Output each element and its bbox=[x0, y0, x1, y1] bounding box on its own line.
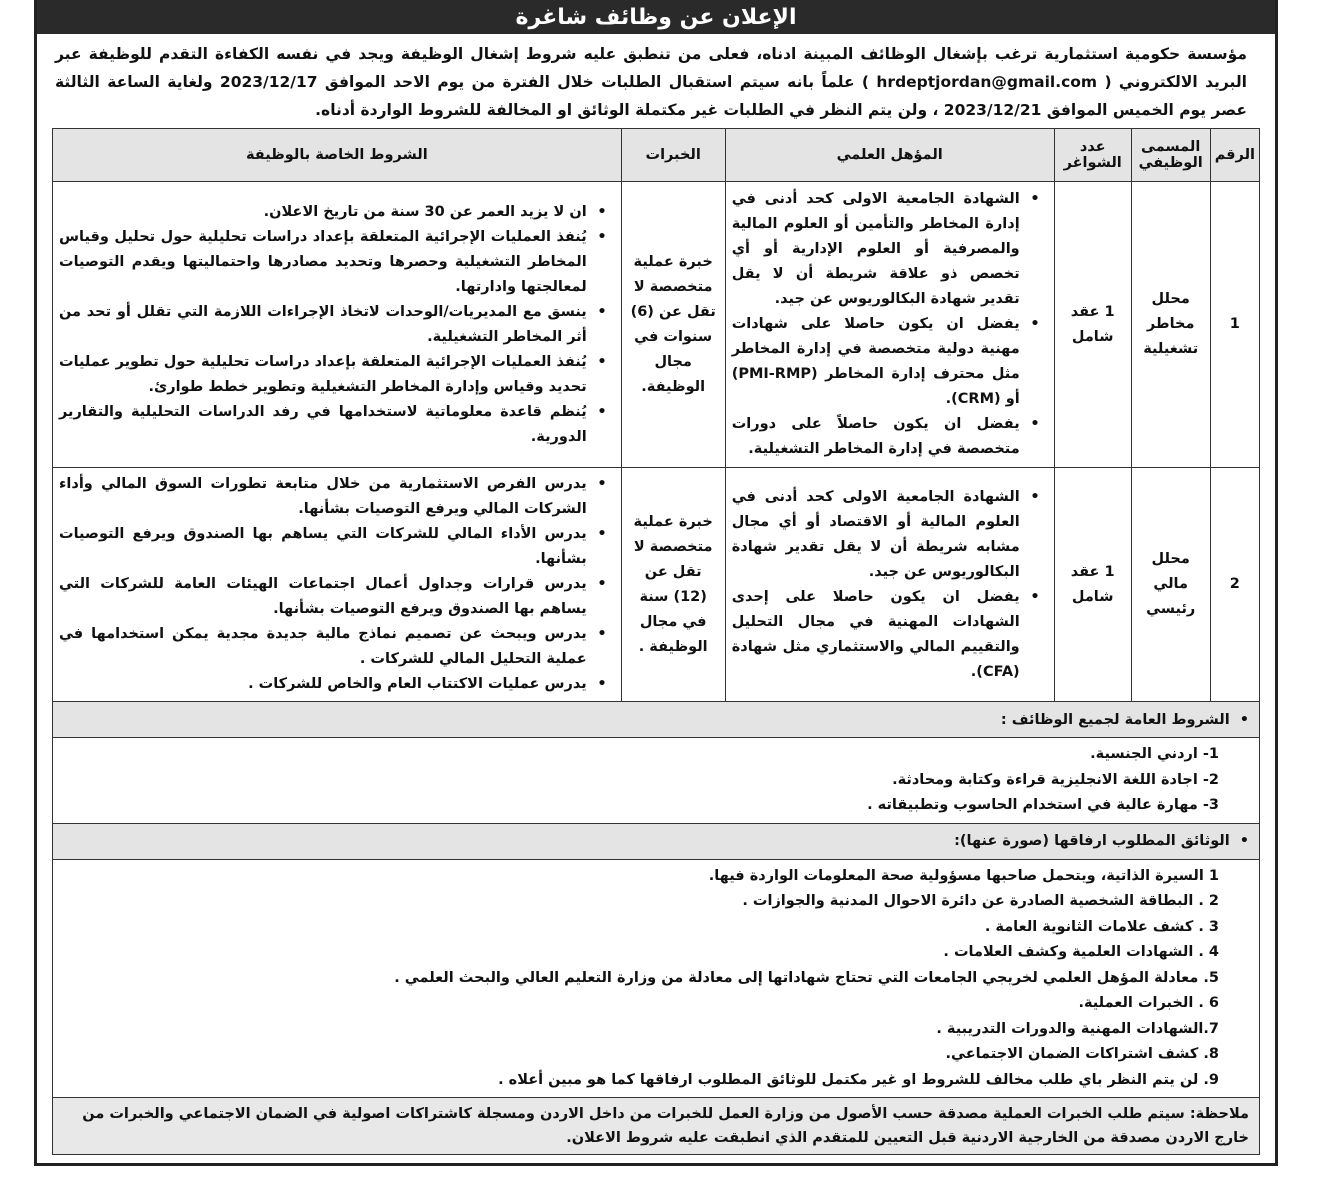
ad-title: الإعلان عن وظائف شاغرة bbox=[37, 0, 1275, 34]
header-title: المسمى الوظيفي bbox=[1131, 129, 1210, 182]
row-title: محلل مخاطر تشغيلية bbox=[1131, 182, 1210, 468]
list-item: 8. كشف اشتراكات الضمان الاجتماعي. bbox=[945, 1046, 1219, 1062]
list-item: 4 . الشهادات العلمية وكشف العلامات . bbox=[943, 944, 1219, 960]
documents-heading bbox=[52, 824, 1260, 860]
note-box: ملاحظة: سيتم طلب الخبرات العملية مصدقة حسب الأصول من وزارة العمل للخبرات من داخل الاردن ومسجلة كاشتراكات اصولية في الضمان الاجتماعي والخبرات من خارج الاردن مصدقة من الخارجية الاردنية قبل التعيين للمتقدم الذي انطبقت عليه شروط الاعلان. bbox=[52, 1098, 1260, 1155]
list-item: 9. لن يتم النظر باي طلب مخالف للشروط او غير مكتمل للوثائق المطلوب ارفاقها كما هو مبين أعلاه . bbox=[498, 1071, 1219, 1088]
list-item: • يدرس قرارات وجداول أعمال اجتماعات الهيئات العامة للشركات التي يساهم بها الصندوق ويرفع التوصيات بشأنها. bbox=[59, 572, 599, 622]
general-heading-text: الشروط العامة لجميع الوظائف : bbox=[1000, 711, 1230, 728]
list-item: • ينسق مع المديريات/الوحدات لاتخاذ الإجراءات اللازمة التي تقلل أو تحد من أثر المخاطر التشغيلية. bbox=[59, 300, 599, 350]
list-item: • يفضل ان يكون حاصلا على شهادات مهنية دولية متخصصة في إدارة المخاطر مثل محترف إدارة المخاطر (PMI-RMP) أو (CRM). bbox=[732, 312, 1032, 412]
row-title: محلل مالي رئيسي bbox=[1131, 468, 1210, 702]
list-item: 6 . الخبرات العملية. bbox=[1078, 995, 1219, 1011]
header-qualification: المؤهل العلمي bbox=[725, 129, 1054, 182]
bullet-icon: • bbox=[1239, 711, 1249, 728]
row-num: 1 bbox=[1210, 182, 1259, 468]
table-row bbox=[53, 468, 1260, 702]
row-count: 1 عقد شامل bbox=[1054, 468, 1131, 702]
list-item: • يُنفذ العمليات الإجرائية المتعلقة بإعداد دراسات تحليلية حول تحليل وقياس المخاطر التشغيلية وحصرها وتحديد مصادرها واحتماليتها ويقدم التوصيات لمعالجتها وادارتها. bbox=[59, 225, 599, 300]
general-conditions-list bbox=[52, 738, 1260, 824]
bullet-icon: • bbox=[1239, 833, 1249, 849]
row-experience: خبرة عملية متخصصة لا تقل عن (6) سنوات في مجال الوظيفة. bbox=[621, 182, 725, 468]
list-item: 2- اجادة اللغة الانجليزية قراءة وكتابة ومحادثة. bbox=[892, 771, 1219, 788]
ad-frame bbox=[34, 0, 1278, 1166]
row-qualification bbox=[725, 182, 1054, 468]
row-conditions bbox=[53, 468, 622, 702]
list-item: • يفضل ان يكون حاصلا على إحدى الشهادات المهنية في مجال التحليل والتقييم المالي والاستثماري مثل شهادة (CFA). bbox=[732, 585, 1032, 685]
header-count: عدد الشواغر bbox=[1054, 129, 1131, 182]
list-item: • ان لا يزيد العمر عن 30 سنة من تاريخ الاعلان. bbox=[59, 200, 599, 225]
list-item: • يفضل ان يكون حاصلاً على دورات متخصصة في إدارة المخاطر التشغيلية. bbox=[732, 412, 1032, 462]
row-num: 2 bbox=[1210, 468, 1259, 702]
list-item: • يدرس الفرص الاستثمارية من خلال متابعة تطورات السوق المالي وأداء الشركات المالي ويرفع التوصيات بشأنها. bbox=[59, 472, 599, 522]
table-row bbox=[53, 182, 1260, 468]
list-item: 3- مهارة عالية في استخدام الحاسوب وتطبيقاته . bbox=[867, 797, 1219, 813]
header-num: الرقم bbox=[1210, 129, 1259, 182]
list-item: 7.الشهادات المهنية والدورات التدريبية . bbox=[936, 1020, 1219, 1037]
list-item: • يُنظم قاعدة معلوماتية لاستخدامها في رفد الدراسات التحليلية والتقارير الدورية. bbox=[59, 400, 599, 450]
list-item: • يدرس عمليات الاكتتاب العام والخاص للشركات . bbox=[59, 672, 599, 697]
header-experience: الخبرات bbox=[621, 129, 725, 182]
jobs-table bbox=[52, 128, 1260, 702]
header-conditions: الشروط الخاصة بالوظيفة bbox=[53, 129, 622, 182]
list-item: 5. معادلة المؤهل العلمي لخريجي الجامعات التي تحتاج شهاداتها إلى معادلة من وزارة التعليم العالي والبحث العلمي . bbox=[394, 969, 1219, 986]
list-item: • يُنفذ العمليات الإجرائية المتعلقة بإعداد دراسات تحليلية حول تطوير عمليات تحديد وقياس وإدارة المخاطر التشغيلية وتطوير خطط طوارئ. bbox=[59, 350, 599, 400]
table-header-row bbox=[53, 129, 1260, 182]
list-item: • يدرس ويبحث عن تصميم نماذج مالية جديدة مجدية يمكن استخدامها في عملية التحليل المالي للشركات . bbox=[59, 622, 599, 672]
intro-paragraph: مؤسسة حكومية استثمارية ترغب بإشغال الوظائف المبينة ادناه، فعلى من تنطبق عليه شروط إشغال الوظيفة ويجد في نفسه الكفاءة التقدم للوظيفة عبر البريد الالكتروني ( hrdeptjordan@gmail.com ) علماً بانه سيتم استقبال الطلبات خلال الفترة من يوم الاحد الموافق 2023/12/17 ولغاية الساعة الثالثة عصر يوم الخميس الموافق 2023/12/21 ، ولن يتم النظر في الطلبات غير مكتملة الوثائق او المخالفة للشروط الواردة أدناه. bbox=[55, 45, 1247, 119]
documents-list bbox=[52, 860, 1260, 1099]
list-item: 3 . كشف علامات الثانوية العامة . bbox=[984, 918, 1219, 935]
documents-heading-text: الوثائق المطلوب ارفاقها (صورة عنها): bbox=[954, 833, 1230, 849]
row-experience: خبرة عملية متخصصة لا تقل عن (12) سنة في مجال الوظيفة . bbox=[621, 468, 725, 702]
list-item: • الشهادة الجامعية الاولى كحد أدنى في إدارة المخاطر والتأمين أو العلوم المالية والمصرفية أو العلوم الإدارية أو أي تخصص ذو علاقة شريطة أن لا يقل تقدير شهادة البكالوريوس عن جيد. bbox=[732, 187, 1032, 312]
row-count: 1 عقد شامل bbox=[1054, 182, 1131, 468]
list-item: • الشهادة الجامعية الاولى كحد أدنى في العلوم المالية أو الاقتصاد أو أي مجال مشابه شريطة أن لا يقل تقدير شهادة البكالوريوس عن جيد. bbox=[732, 485, 1032, 585]
list-item: 1- اردني الجنسية. bbox=[1090, 746, 1219, 762]
general-conditions-heading bbox=[52, 702, 1260, 738]
list-item: • يدرس الأداء المالي للشركات التي يساهم بها الصندوق ويرفع التوصيات بشأنها. bbox=[59, 522, 599, 572]
list-item: 1 السيرة الذاتية، ويتحمل صاحبها مسؤولية صحة المعلومات الواردة فيها. bbox=[708, 867, 1219, 884]
row-qualification bbox=[725, 468, 1054, 702]
row-conditions bbox=[53, 182, 622, 468]
list-item: 2 . البطاقة الشخصية الصادرة عن دائرة الاحوال المدنية والجوازات . bbox=[742, 893, 1219, 909]
